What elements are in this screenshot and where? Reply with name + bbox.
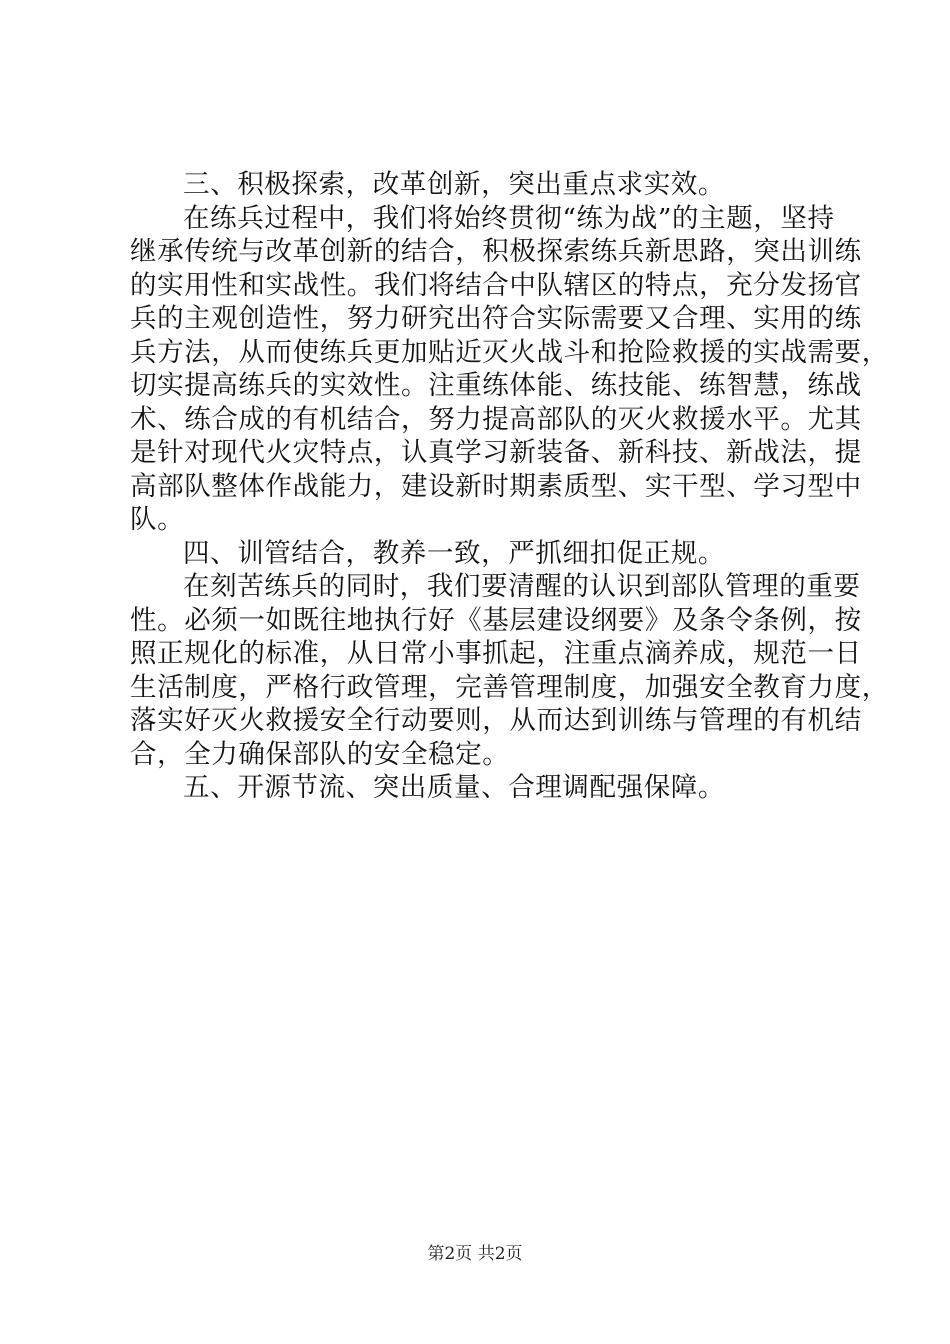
paragraph-line: 队。 (130, 504, 185, 535)
section-heading-5: 五、开源节流、突出质量、合理调配强保障。 (183, 772, 725, 803)
paragraph-line: 兵方法，从而使练兵更加贴近灭火战斗和抢险救援的实战需要， (130, 336, 889, 368)
section-heading-3: 三、积极探索，改革创新，突出重点求实效。 (183, 169, 725, 200)
document-body (130, 168, 889, 805)
paragraph-line: 生活制度，严格行政管理，完善管理制度，加强安全教育力度， (130, 671, 889, 703)
paragraph-line: 继承传统与改革创新的结合，积极探索练兵新思路，突出训练 (130, 236, 862, 267)
paragraph-line: 高部队整体作战能力，建设新时期素质型、实干型、学习型中 (130, 470, 862, 502)
section-heading-4: 四、训管结合，教养一致，严抓细扣促正规。 (183, 537, 725, 569)
paragraph-line: 在刻苦练兵的同时，我们要清醒的认识到部队管理的重要 (183, 571, 861, 602)
paragraph-line: 切实提高练兵的实效性。注重练体能、练技能、练智慧，练战 (130, 370, 862, 401)
page-number-footer: 第2页 共2页 (427, 1244, 523, 1264)
paragraph-line: 的实用性和实战性。我们将结合中队辖区的特点，充分发扬官 (130, 269, 862, 301)
paragraph-line: 术、练合成的有机结合，努力提高部队的灭火救援水平。尤其 (130, 403, 862, 435)
paragraph-line: 性。必须一如既往地执行好《基层建设纲要》及条令条例，按 (130, 604, 862, 636)
paragraph-line: 合，全力确保部队的安全稳定。 (130, 738, 510, 770)
paragraph-line: 兵的主观创造性，努力研究出符合实际需要又合理、实用的练 (130, 303, 862, 334)
paragraph-line: 落实好灭火救援安全行动要则，从而达到训练与管理的有机结 (130, 705, 862, 736)
paragraph-line: 是针对现代火灾特点，认真学习新装备、新科技、新战法，提 (130, 437, 862, 468)
paragraph-line: 在练兵过程中，我们将始终贯彻“练为战”的主题，坚持 (183, 202, 835, 234)
paragraph-line: 照正规化的标准，从日常小事抓起，注重点滴养成，规范一日 (130, 638, 862, 669)
